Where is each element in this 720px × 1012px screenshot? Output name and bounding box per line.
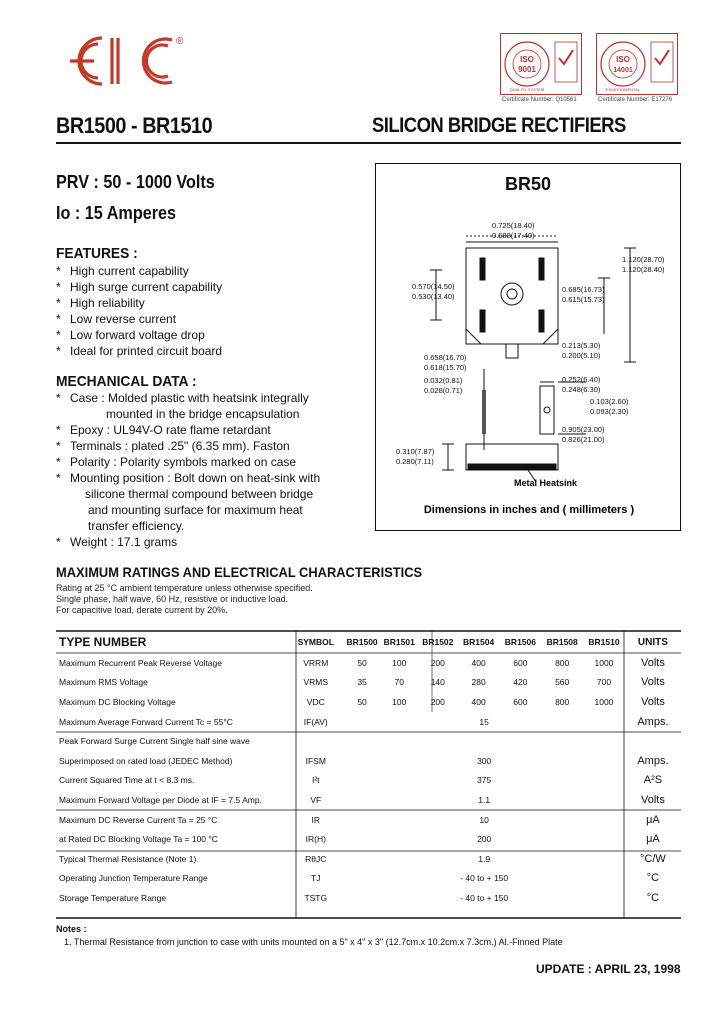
symbol-cell: IR(H) xyxy=(305,834,326,845)
value-cell: 400 xyxy=(471,696,486,707)
value-cell: 700 xyxy=(596,677,612,688)
symbol-cell xyxy=(288,731,343,751)
symbol-cell: VDC xyxy=(306,696,325,707)
svg-text:ISO: ISO xyxy=(616,55,630,64)
dim-base-max: 0.310(7.87) xyxy=(396,447,435,456)
list-item: * Low reverse current xyxy=(56,312,177,326)
unit-cell: °C xyxy=(646,872,660,885)
table-row xyxy=(56,829,681,849)
unit-cell: °C xyxy=(646,891,660,904)
symbol-cell: IF(AV) xyxy=(303,716,328,727)
param-cell: Superimposed on rated load (JEDEC Method) xyxy=(59,755,233,766)
param-cell: Maximum Recurrent Peak Reverse Voltage xyxy=(59,657,222,668)
value-cell: 1000 xyxy=(594,696,614,707)
value-cell: 100 xyxy=(392,657,407,668)
title-rule xyxy=(56,142,681,144)
header-cell: BR1508 xyxy=(546,637,578,647)
header-cell: SYMBOL xyxy=(297,637,334,647)
value-cell: 400 xyxy=(471,657,486,668)
svg-text:QUALITY SYSTEM: QUALITY SYSTEM xyxy=(509,87,545,92)
value-cell: 15 xyxy=(479,716,489,727)
list-item: * Weight : 17.1 grams xyxy=(56,535,178,549)
header-cell: BR1500 xyxy=(346,637,378,647)
part-number-title: BR1500 - BR1510 xyxy=(56,113,213,138)
unit-cell: Volts xyxy=(640,695,665,708)
iso9001-badge xyxy=(500,33,582,95)
value-cell: 1000 xyxy=(594,657,614,668)
table-row xyxy=(56,869,681,889)
value-cell: 600 xyxy=(513,657,528,668)
table-row xyxy=(56,692,681,712)
dim-thickness-max: 0.032(0.81) xyxy=(424,376,463,385)
list-item: * High reliability xyxy=(56,296,145,310)
dim-left-max: 0.570(14.50) xyxy=(412,282,455,291)
ratings-table xyxy=(56,631,681,908)
rating-note: Rating at 25 °C ambient temperature unless otherwise specified. xyxy=(56,583,313,593)
value-cell: 300 xyxy=(477,755,492,766)
list-item: * Low forward voltage drop xyxy=(56,328,205,342)
dim-hole-max: 0.103(2.60) xyxy=(590,397,629,406)
value-cell: - 40 to + 150 xyxy=(460,892,509,903)
list-item-cont: silicone thermal compound between bridge xyxy=(85,487,314,501)
value-cell: 100 xyxy=(392,696,407,707)
table-row xyxy=(56,712,681,732)
table-row xyxy=(56,888,681,908)
param-cell: Maximum RMS Voltage xyxy=(59,677,148,688)
dim-tab-min: 0.200(5.10) xyxy=(562,351,601,360)
param-cell: Maximum DC Reverse Current Ta = 25 °C xyxy=(59,814,218,825)
symbol-cell: TSTG xyxy=(304,892,328,903)
param-cell: Current Squared Time at t < 8.3 ms. xyxy=(59,775,195,786)
param-cell: Maximum DC Blocking Voltage xyxy=(59,696,176,707)
dim-terminal-max: 0.252(6.40) xyxy=(562,375,601,384)
symbol-cell: IFSM xyxy=(305,755,326,766)
value-cell: - 40 to + 150 xyxy=(460,873,509,884)
list-item: * Terminals : plated .25" (6.35 mm). Faston xyxy=(56,439,290,453)
value-cell: 1.1 xyxy=(478,794,491,805)
dim-thickness-min: 0.028(0.71) xyxy=(424,386,463,395)
dim-lead-max: 0.658(16.70) xyxy=(424,353,467,362)
package-outline xyxy=(376,164,682,532)
features-heading: FEATURES : xyxy=(56,245,138,262)
unit-cell: Amps. xyxy=(637,754,669,767)
dim-hole-min: 0.093(2.30) xyxy=(590,407,629,416)
param-cell: at Rated DC Blocking Voltage Ta = 100 °C xyxy=(59,834,218,845)
list-item-cont: transfer efficiency. xyxy=(88,519,185,533)
cert-number-14001: Certificate Number: E17276 xyxy=(598,97,673,103)
list-item: * Case : Molded plastic with heatsink integrally xyxy=(56,391,309,405)
param-cell: Storage Temperature Range xyxy=(59,892,167,903)
unit-cell: Volts xyxy=(640,656,665,669)
value-cell: 1.9 xyxy=(478,853,491,864)
value-cell: 140 xyxy=(430,677,445,688)
prv-rating: PRV : 50 - 1000 Volts xyxy=(56,172,215,192)
value-cell: 800 xyxy=(555,696,570,707)
value-cell: 375 xyxy=(477,775,492,786)
header-cell: BR1504 xyxy=(463,637,495,647)
svg-text:ENVIRONMENTAL: ENVIRONMENTAL xyxy=(605,87,641,92)
symbol-cell: I²t xyxy=(311,775,320,786)
dim-right-max: 0.685(16.73) xyxy=(562,285,605,294)
dim-height-max: 1.120(28.70) xyxy=(622,255,665,264)
value-cell: 200 xyxy=(430,696,445,707)
iso14001-badge xyxy=(596,33,678,95)
value-cell: 420 xyxy=(513,677,528,688)
value-cell: 70 xyxy=(394,677,404,688)
param-cell: Operating Junction Temperature Range xyxy=(59,873,208,884)
notes-heading: Notes : xyxy=(56,924,87,934)
table-row xyxy=(56,751,681,771)
header-cell: BR1501 xyxy=(383,637,415,647)
dim-length-max: 0.905(23.00) xyxy=(562,425,605,434)
eic-logo xyxy=(62,30,190,92)
value-cell: 560 xyxy=(555,677,570,688)
table-row xyxy=(56,673,681,693)
list-item-cont: mounted in the bridge encapsulation xyxy=(106,407,300,421)
unit-cell: μA xyxy=(646,833,660,846)
header-cell: BR1510 xyxy=(588,637,620,647)
param-cell: Maximum Forward Voltage per Diode at IF = 7.5 Amp. xyxy=(59,794,262,805)
rating-note: For capacitive load, derate current by 20%. xyxy=(56,605,228,615)
list-item-cont: and mounting surface for maximum heat xyxy=(88,503,303,517)
param-cell: Typical Thermal Resistance (Note 1) xyxy=(59,853,197,864)
mechanical-list xyxy=(56,390,320,550)
update-date: UPDATE : APRIL 23, 1998 xyxy=(536,962,681,976)
value-cell: 50 xyxy=(357,696,367,707)
unit-cell xyxy=(625,731,681,751)
value-cell: 10 xyxy=(479,814,489,825)
table-row xyxy=(56,731,681,751)
param-cell: Peak Forward Surge Current Single half sine wave xyxy=(59,736,250,747)
symbol-cell: IR xyxy=(311,814,321,825)
cert-number-9001: Certificate Number: Q10561 xyxy=(502,97,577,103)
param-cell: Maximum Average Forward Current Tc = 55°C xyxy=(59,716,233,727)
svg-text:EIC: EIC xyxy=(62,30,64,31)
package-drawing xyxy=(375,163,681,531)
list-item: * High surge current capability xyxy=(56,280,223,294)
table-row xyxy=(56,790,681,810)
header-cell: BR1502 xyxy=(422,637,454,647)
registered-mark: ® xyxy=(176,36,184,47)
header-cell: BR1506 xyxy=(504,637,536,647)
unit-cell: °C/W xyxy=(640,852,666,865)
dim-left-min: 0.530(13.40) xyxy=(412,292,455,301)
ratings-heading: MAXIMUM RATINGS AND ELECTRICAL CHARACTERISTICS xyxy=(56,564,423,580)
heatsink-label: Metal Heatsink xyxy=(514,478,578,488)
value-cell: 600 xyxy=(513,696,528,707)
header-cell: UNITS xyxy=(637,636,668,648)
list-item: * Epoxy : UL94V-O rate flame retardant xyxy=(56,423,271,437)
symbol-cell: RθJC xyxy=(305,853,327,864)
table-row xyxy=(56,849,681,869)
svg-text:14001: 14001 xyxy=(613,67,633,74)
dim-right-min: 0.615(15.73) xyxy=(562,295,605,304)
value-cell: 800 xyxy=(555,657,570,668)
value-cell: 200 xyxy=(430,657,445,668)
package-name: BR50 xyxy=(504,174,552,194)
io-rating: Io : 15 Amperes xyxy=(56,203,177,223)
list-item: * High current capability xyxy=(56,264,189,278)
unit-cell: Volts xyxy=(640,793,665,806)
value-cell: 35 xyxy=(357,677,367,688)
header-type-number: TYPE NUMBER xyxy=(59,635,147,649)
dimensions-caption: Dimensions in inches and ( millimeters ) xyxy=(423,504,635,516)
value-cell: 50 xyxy=(357,657,367,668)
dim-top-width-min: 0.688(17.40) xyxy=(492,231,535,240)
symbol-cell: VRRM xyxy=(303,657,329,668)
dim-lead-min: 0.618(15.70) xyxy=(424,363,467,372)
note-1: 1. Thermal Resistance from junction to case with units mounted on a 5" x 4" x 3" (12.7cm.x 10.2cm.x 7.3cm.) Al.-Finned Plate xyxy=(64,937,563,947)
value-cell xyxy=(343,731,624,751)
unit-cell: A²S xyxy=(643,774,663,787)
table-row xyxy=(56,653,681,673)
features-list xyxy=(56,263,222,359)
product-title: SILICON BRIDGE RECTIFIERS xyxy=(372,114,626,137)
unit-cell: μA xyxy=(646,813,660,826)
table-row xyxy=(56,810,681,830)
svg-text:9001: 9001 xyxy=(518,65,536,74)
svg-text:ISO: ISO xyxy=(520,55,534,64)
list-item: * Mounting position : Bolt down on heat-sink with xyxy=(56,471,321,485)
value-cell: 200 xyxy=(477,834,492,845)
rating-note: Single phase, half wave, 60 Hz, resistive or inductive load. xyxy=(56,594,289,604)
dim-height-min: 1.120(28.40) xyxy=(622,265,665,274)
list-item: * Ideal for printed circuit board xyxy=(56,344,223,358)
unit-cell: Amps. xyxy=(637,715,669,728)
value-cell: 280 xyxy=(471,677,486,688)
table-header-row xyxy=(56,631,681,653)
dim-tab-max: 0.213(5.30) xyxy=(562,341,601,350)
dim-length-min: 0.826(21.00) xyxy=(562,435,605,444)
dim-terminal-min: 0.248(6.30) xyxy=(562,385,601,394)
table-row xyxy=(56,771,681,791)
unit-cell: Volts xyxy=(640,676,665,689)
symbol-cell: VF xyxy=(310,794,322,805)
mechanical-heading: MECHANICAL DATA : xyxy=(56,373,197,390)
dim-base-min: 0.280(7.11) xyxy=(396,457,434,466)
list-item: * Polarity : Polarity symbols marked on case xyxy=(56,455,297,469)
dim-top-width-max: 0.725(18.40) xyxy=(492,221,535,230)
symbol-cell: TJ xyxy=(311,873,321,884)
symbol-cell: VRMS xyxy=(303,677,329,688)
